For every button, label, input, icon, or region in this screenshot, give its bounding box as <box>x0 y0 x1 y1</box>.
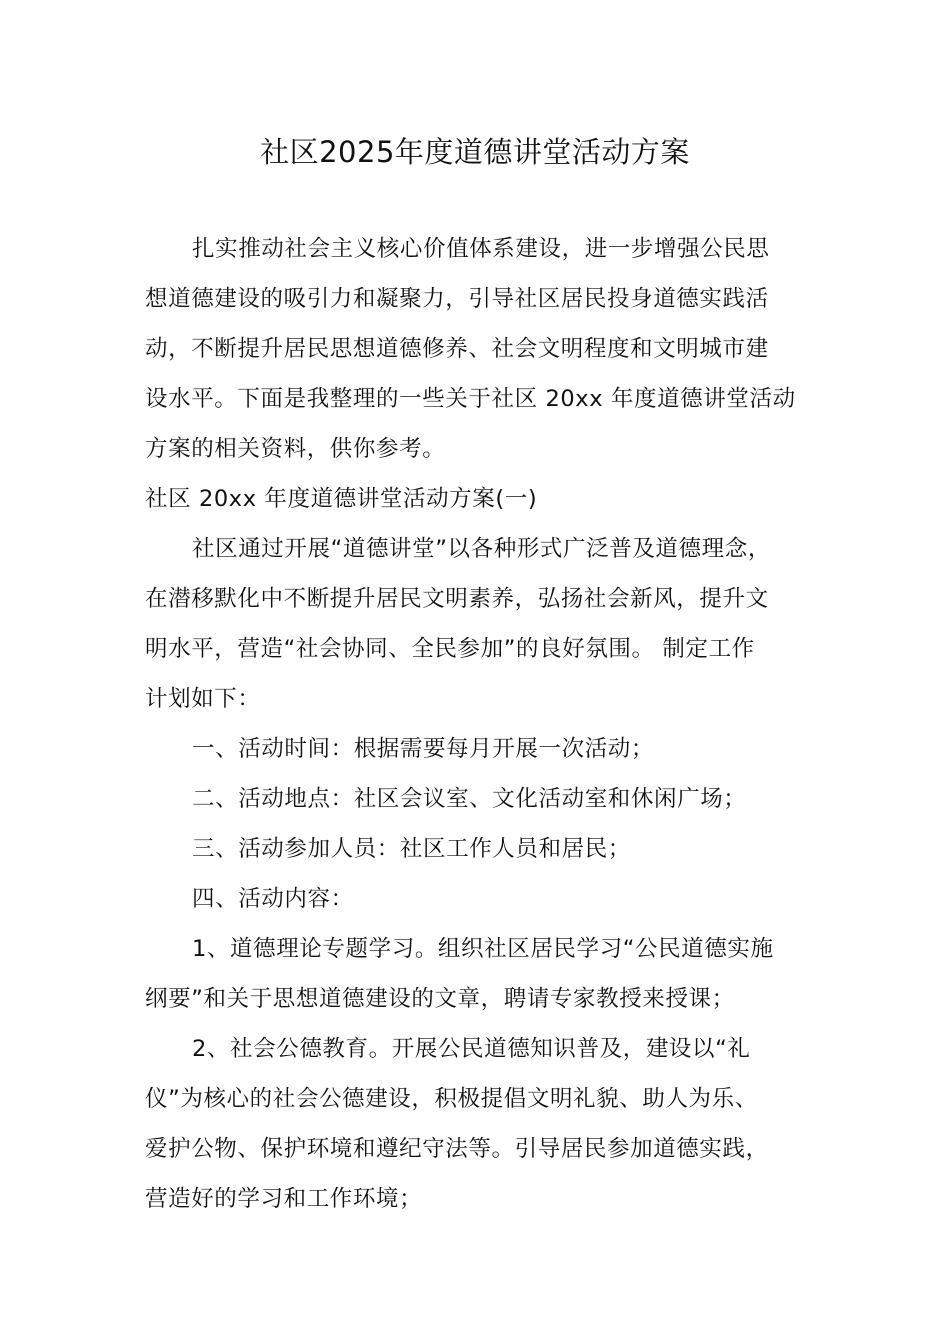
paragraph-line: 社区通过开展“道德讲堂”以各种形式广泛普及道德理念， <box>192 536 771 562</box>
list-item: 四、活动内容： <box>192 886 354 912</box>
list-item: 二、活动地点：社区会议室、文化活动室和休闲广场； <box>192 786 747 812</box>
paragraph-line: 想道德建设的吸引力和凝聚力，引导社区居民投身道德实践活 <box>145 286 769 312</box>
paragraph-line: 计划如下： <box>145 686 261 712</box>
paragraph-line: 仪”为核心的社会公德建设，积极提倡文明礼貌、助人为乐、 <box>145 1086 758 1112</box>
paragraph-line: 爱护公物、保护环境和遵纪守法等。引导居民参加道德实践， <box>145 1136 769 1162</box>
paragraph-line: 2、社会公德教育。开展公民道德知识普及，建设以“礼 <box>192 1036 751 1062</box>
paragraph-line: 明水平，营造“社会协同、全民参加”的良好氛围。 制定工作 <box>145 636 755 662</box>
paragraph-line: 在潜移默化中不断提升居民文明素养，弘扬社会新风，提升文 <box>145 586 769 612</box>
paragraph-line: 营造好的学习和工作环境； <box>145 1186 423 1212</box>
list-item: 三、活动参加人员：社区工作人员和居民； <box>192 836 631 862</box>
paragraph-line: 方案的相关资料，供你参考。 <box>145 436 446 462</box>
paragraph-line: 设水平。下面是我整理的一些关于社区 20xx 年度道德讲堂活动 <box>145 386 796 412</box>
paragraph-line: 动，不断提升居民思想道德修养、社会文明程度和文明城市建 <box>145 336 769 362</box>
list-item: 一、活动时间：根据需要每月开展一次活动； <box>192 736 655 762</box>
paragraph-line: 纲要”和关于思想道德建设的文章，聘请专家教授来授课； <box>145 986 735 1012</box>
paragraph-line: 1、道德理论专题学习。组织社区居民学习“公民道德实施 <box>192 936 774 962</box>
document-title: 社区2025年度道德讲堂活动方案 <box>260 135 690 169</box>
paragraph-line: 扎实推动社会主义核心价值体系建设，进一步增强公民思 <box>192 236 770 262</box>
section-heading: 社区 20xx 年度道德讲堂活动方案(一) <box>145 486 538 512</box>
